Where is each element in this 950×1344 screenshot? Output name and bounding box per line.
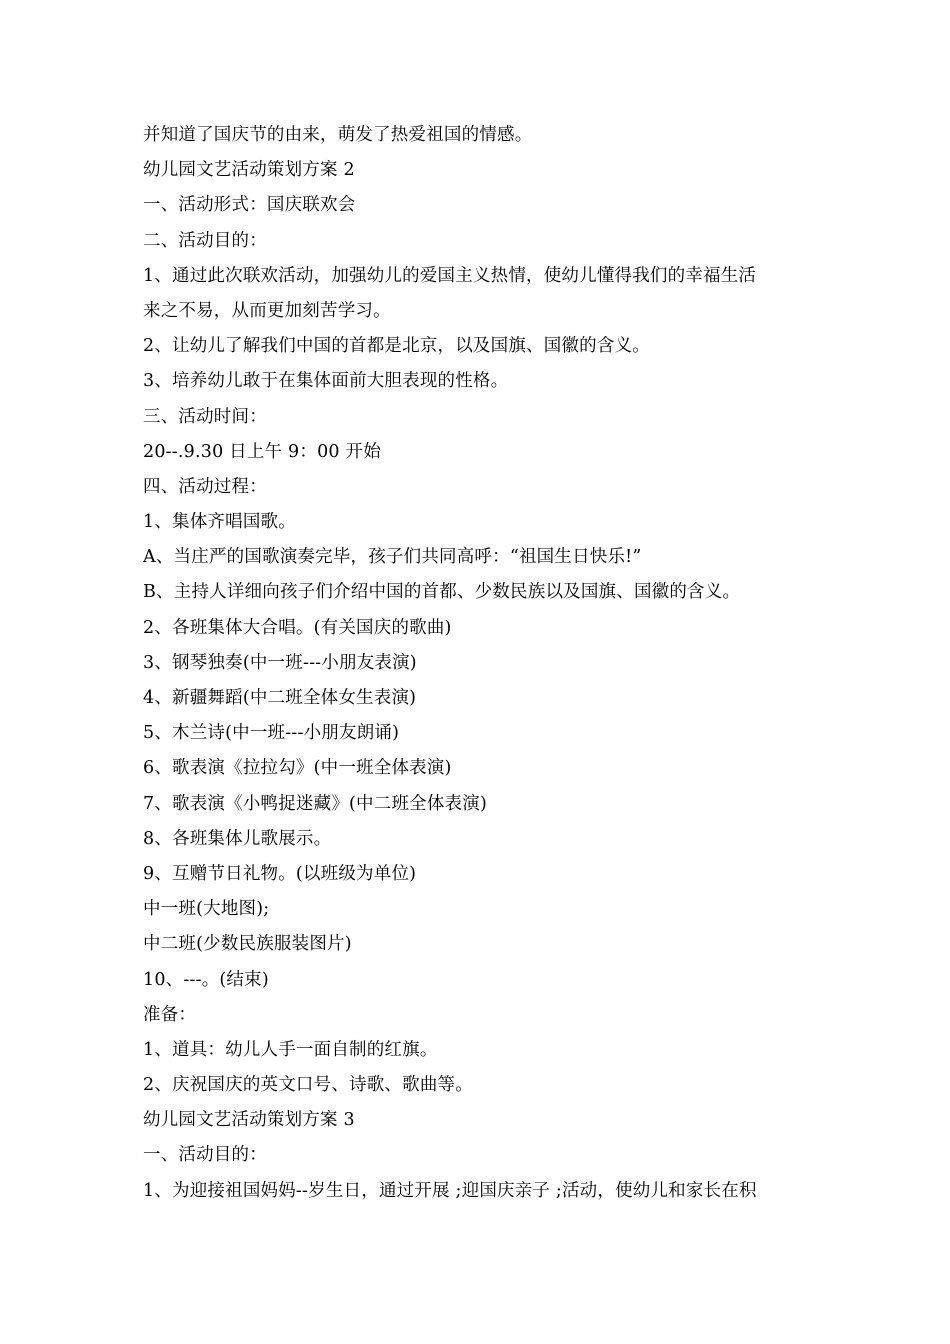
text-line: 四、活动过程： xyxy=(143,476,267,497)
text-line: B、主持人详细向孩子们介绍中国的首都、少数民族以及国旗、国徽的含义。 xyxy=(143,582,741,603)
text-line: 一、活动目的： xyxy=(143,1145,267,1166)
text-line: 3、钢琴独奏(中一班---小朋友表演) xyxy=(143,652,417,673)
text-line: 来之不易，从而更加刻苦学习。 xyxy=(143,300,391,321)
text-line: 9、互赠节日礼物。(以班级为单位) xyxy=(143,863,417,884)
text-line: 8、各班集体儿歌展示。 xyxy=(143,828,332,849)
text-line: 三、活动时间： xyxy=(143,406,267,427)
text-line: 1、为迎接祖国妈妈--岁生日，通过开展 ;迎国庆亲子 ;活动，使幼儿和家长在积 xyxy=(143,1180,757,1201)
text-line: 一、活动形式：国庆联欢会 xyxy=(143,195,356,216)
text-line: 4、新疆舞蹈(中二班全体女生表演) xyxy=(143,688,417,708)
section-heading: 幼儿园文艺活动策划方案 2 xyxy=(143,160,355,181)
text-line: 2、让幼儿了解我们中国的首都是北京，以及国旗、国徽的含义。 xyxy=(143,336,650,357)
text-line: 中一班(大地图); xyxy=(143,899,270,920)
text-line: 并知道了国庆节的由来，萌发了热爱祖国的情感。 xyxy=(143,125,533,145)
text-line: 中二班(少数民族服装图片) xyxy=(143,934,352,955)
text-line: 1、道具：幼儿人手一面自制的红旗。 xyxy=(143,1039,438,1060)
text-line: A、当庄严的国歌演奏完毕，孩子们共同高呼：“祖国生日快乐!” xyxy=(143,547,642,568)
document-body xyxy=(143,118,813,1209)
text-line: 5、木兰诗(中一班---小朋友朗诵) xyxy=(143,723,400,744)
text-line: 准备： xyxy=(143,1004,197,1025)
text-line: 3、培养幼儿敢于在集体面前大胆表现的性格。 xyxy=(143,371,509,392)
section-heading: 幼儿园文艺活动策划方案 3 xyxy=(143,1110,355,1131)
text-line: 1、集体齐唱国歌。 xyxy=(143,512,296,533)
text-line: 2、各班集体大合唱。(有关国庆的歌曲) xyxy=(143,617,452,638)
text-line: 二、活动目的： xyxy=(143,230,267,251)
text-line: 20--.9.30 日上午 9：00 开始 xyxy=(143,441,381,462)
text-line: 1、通过此次联欢活动，加强幼儿的爱国主义热情，使幼儿懂得我们的幸福生活 xyxy=(143,265,757,286)
text-line: 6、歌表演《拉拉勾》(中一班全体表演) xyxy=(143,758,452,779)
text-line: 10、---。(结束) xyxy=(143,969,269,990)
text-line: 7、歌表演《小鸭捉迷藏》(中二班全体表演) xyxy=(143,793,487,814)
text-line: 2、庆祝国庆的英文口号、诗歌、歌曲等。 xyxy=(143,1075,473,1096)
